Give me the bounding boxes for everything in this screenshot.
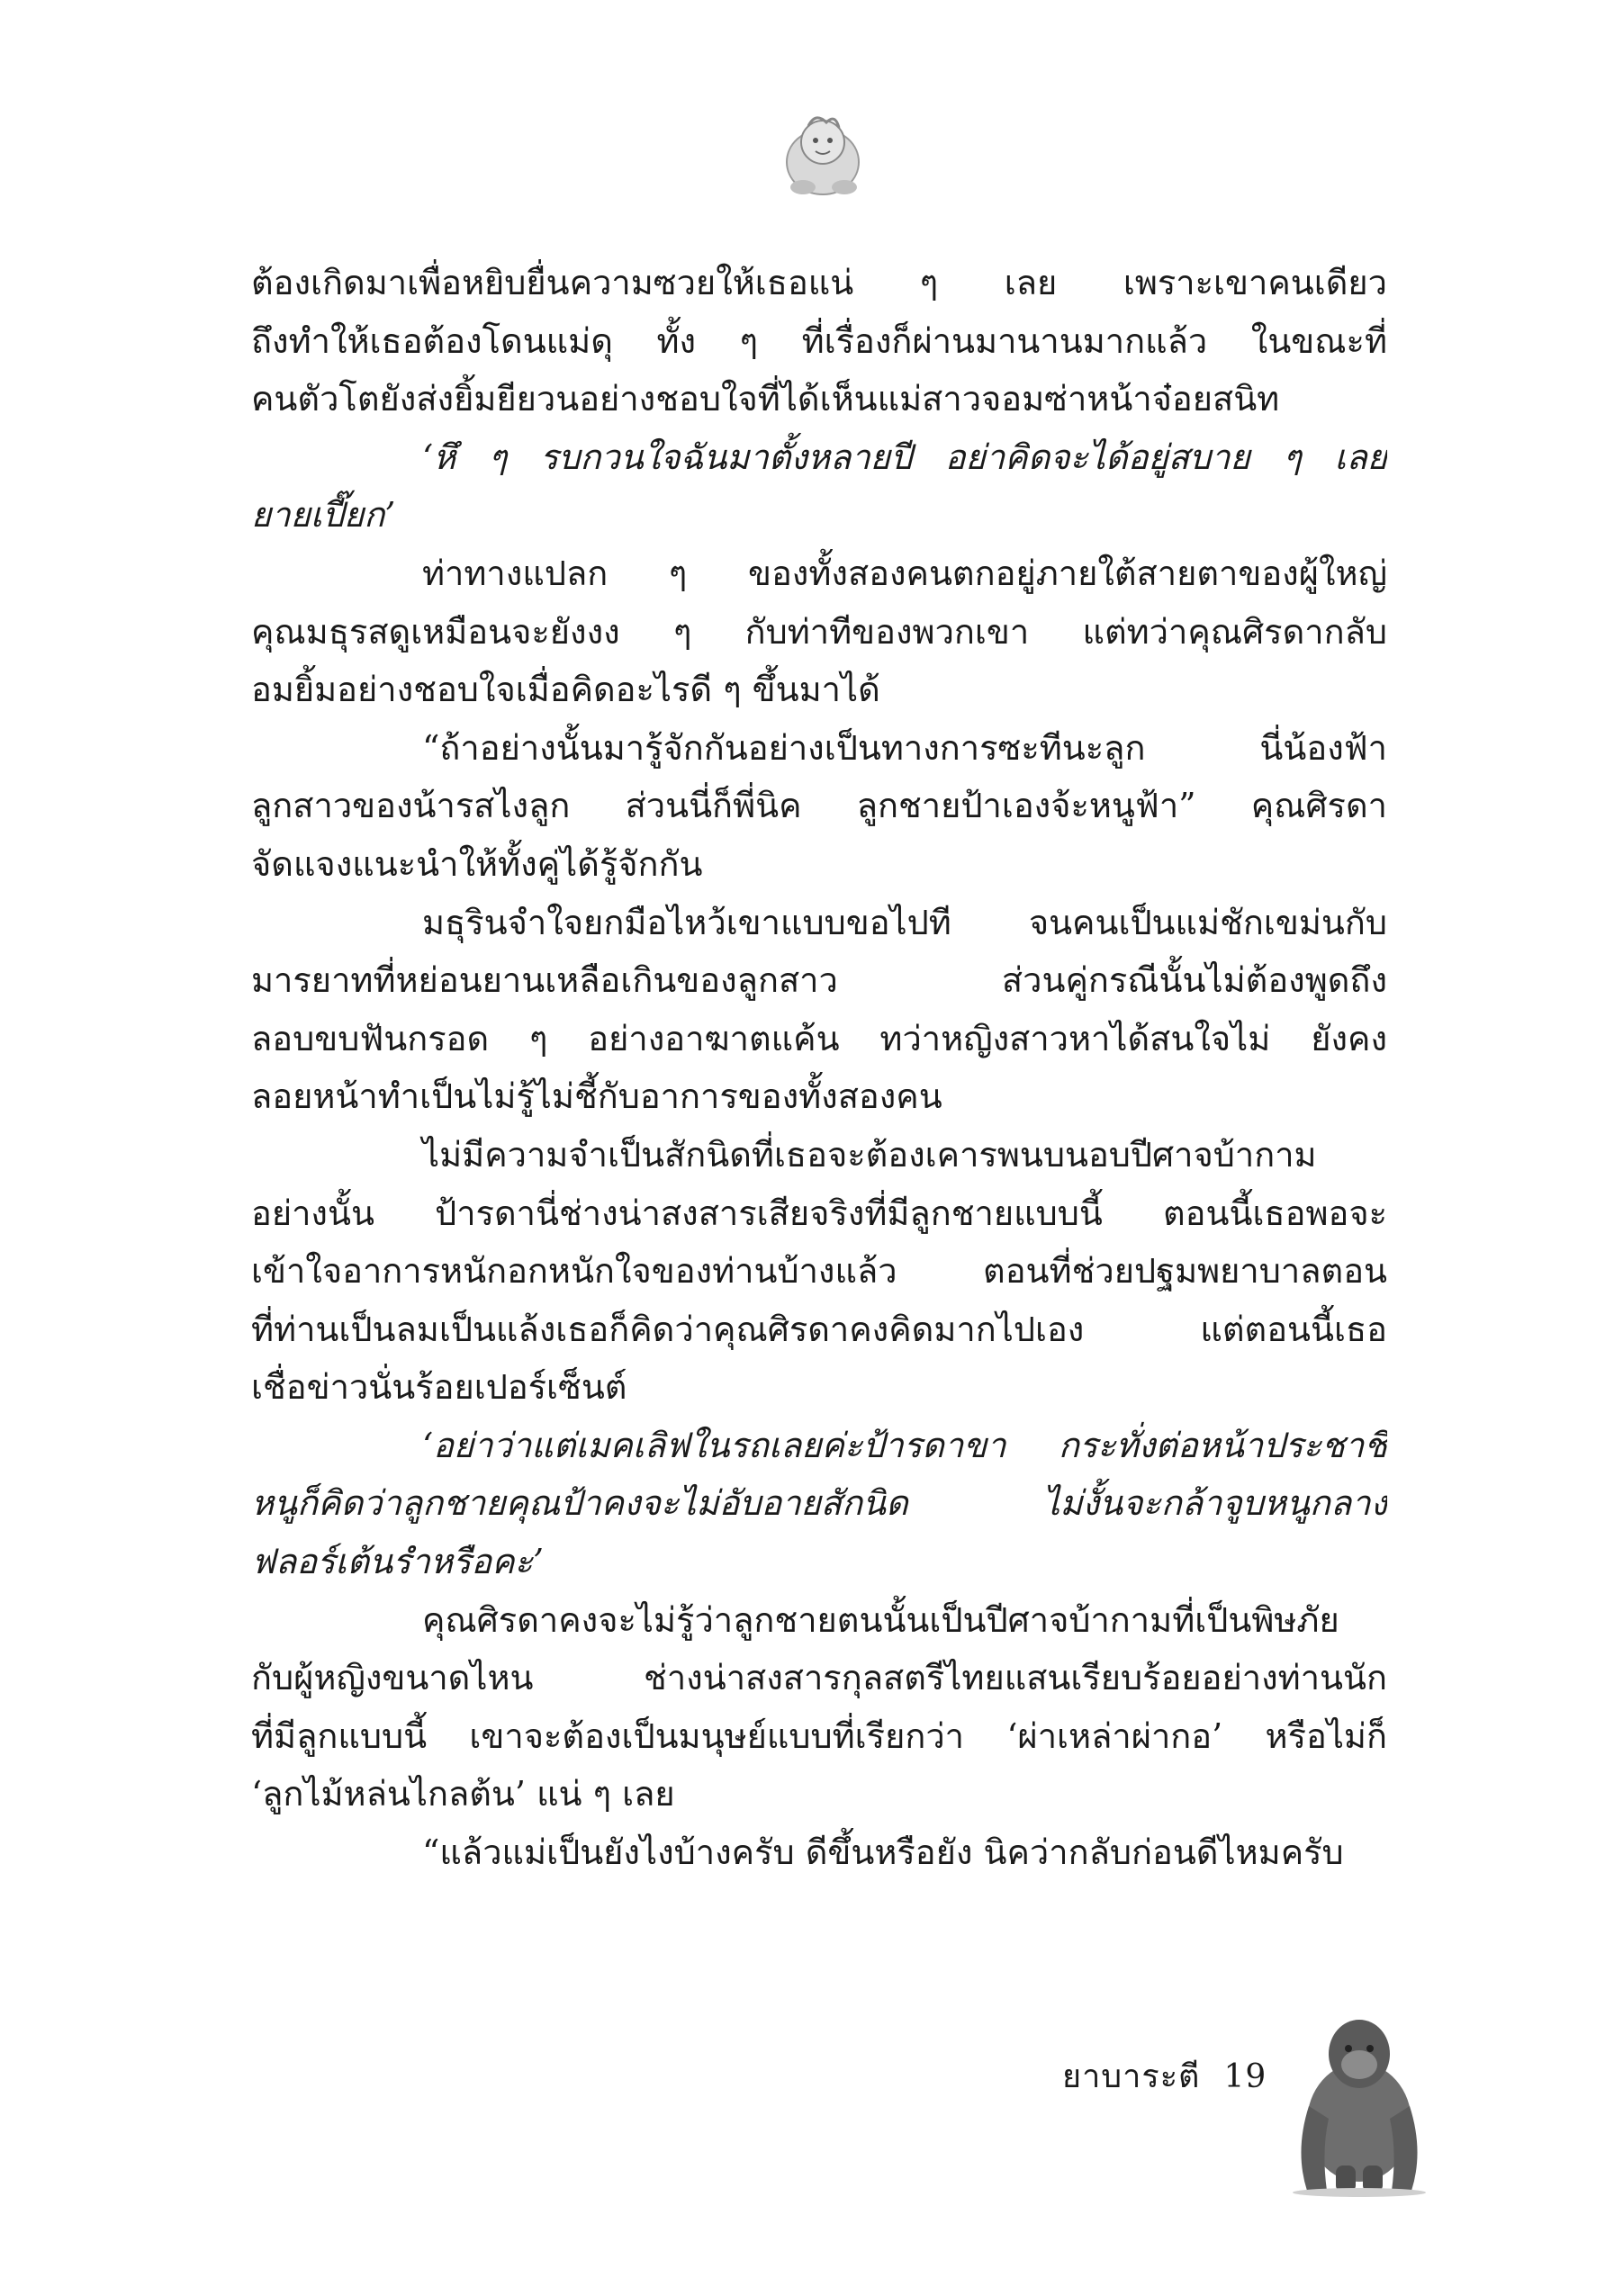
- paragraph: [251, 1591, 1387, 1823]
- text-line: ‘ลูกไม้หล่นไกลต้น’ แน่ ๆ เลย: [251, 1774, 675, 1814]
- text-line: ลูกสาวของน้ารสไงลูก ส่วนนี่ก็พี่นิค ลูกชายป้าเองจ้ะหนูฟ้า” คุณศิรดา: [251, 786, 1387, 826]
- cartoon-ornament-icon: [772, 106, 873, 205]
- paragraph: [251, 719, 1387, 894]
- text-line: ถึงทำให้เธอต้องโดนแม่ดุ ทั้ง ๆ ที่เรื่องก็ผ่านมานานมากแล้ว ในขณะที่: [251, 320, 1387, 361]
- paragraph: [251, 428, 1387, 545]
- paragraph: [251, 254, 1387, 428]
- paragraph: [251, 1417, 1387, 1591]
- text-line: จัดแจงแนะนำให้ทั้งคู่ได้รู้จักกัน: [251, 843, 703, 884]
- text-line: “แล้วแม่เป็นยังไงบ้างครับ ดีขึ้นหรือยัง นิคว่ากลับก่อนดีไหมครับ: [422, 1832, 1344, 1873]
- text-line: หนูก็คิดว่าลูกชายคุณป้าคงจะไม่อับอายสักนิด ไม่งั้นจะกล้าจูบหนูกลาง: [251, 1483, 1387, 1524]
- text-line: อมยิ้มอย่างชอบใจเมื่อคิดอะไรดี ๆ ขึ้นมาได้: [251, 670, 880, 710]
- text-line: คุณมธุรสดูเหมือนจะยังงง ๆ กับท่าทีของพวกเขา แต่ทว่าคุณศิรดากลับ: [251, 611, 1387, 652]
- text-line: คุณศิรดาคงจะไม่รู้ว่าลูกชายตนนั้นเป็นปีศาจบ้ากามที่เป็นพิษภัย: [422, 1599, 1339, 1640]
- text-line: ‘อย่าว่าแต่เมคเลิฟในรถเลยค่ะป้ารดาขา กระทั่งต่อหน้าประชาชี: [422, 1425, 1387, 1465]
- gorilla-icon: [1287, 2007, 1431, 2198]
- page-number: 19: [1223, 2058, 1267, 2095]
- text-line: “ถ้าอย่างนั้นมารู้จักกันอย่างเป็นทางการซะทีนะลูก นี่น้องฟ้า: [422, 727, 1387, 768]
- text-line: ที่ท่านเป็นลมเป็นแล้งเธอก็คิดว่าคุณศิรดาคงคิดมากไปเอง แต่ตอนนี้เธอ: [251, 1309, 1387, 1349]
- text-line: อย่างนั้น ป้ารดานี่ช่างน่าสงสารเสียจริงที่มีลูกชายแบบนี้ ตอนนี้เธอพอจะ: [251, 1193, 1387, 1233]
- text-line: ที่มีลูกแบบนี้ เขาจะต้องเป็นมนุษย์แบบที่เรียกว่า ‘ผ่าเหล่าผ่ากอ’ หรือไม่ก็: [251, 1715, 1387, 1756]
- text-line: มธุรินจำใจยกมือไหว้เขาแบบขอไปที จนคนเป็นแม่ชักเขม่นกับ: [422, 902, 1387, 942]
- text-line: ‘หึ ๆ รบกวนใจฉันมาตั้งหลายปี อย่าคิดจะได้อยู่สบาย ๆ เลย: [422, 437, 1387, 477]
- text-line: มารยาทที่หย่อนยานเหลือเกินของลูกสาว ส่วนคู่กรณีนั้นไม่ต้องพูดถึง: [251, 960, 1387, 1001]
- book-title: ยาบาระตี: [1062, 2058, 1201, 2095]
- text-line: กับผู้หญิงขนาดไหน ช่างน่าสงสารกุลสตรีไทยแสนเรียบร้อยอย่างท่านนัก: [251, 1658, 1387, 1698]
- paragraph: [251, 894, 1387, 1126]
- text-line: ลอบขบฟันกรอด ๆ อย่างอาฆาตแค้น ทว่าหญิงสาวหาได้สนใจไม่ ยังคง: [251, 1018, 1387, 1058]
- paragraph: [251, 545, 1387, 719]
- paragraph: [251, 1823, 1387, 1882]
- text-line: ยายเปี๊ยก’: [251, 495, 396, 536]
- text-line: ลอยหน้าทำเป็นไม่รู้ไม่ชี้กับอาการของทั้งสองคน: [251, 1076, 942, 1117]
- text-line: เข้าใจอาการหนักอกหนักใจของท่านบ้างแล้ว ตอนที่ช่วยปฐมพยาบาลตอน: [251, 1251, 1387, 1292]
- text-line: ไม่มีความจำเป็นสักนิดที่เธอจะต้องเคารพนบนอบปีศาจบ้ากาม: [422, 1134, 1317, 1175]
- running-footer: [1062, 2050, 1267, 2102]
- text-line: ฟลอร์เต้นรำหรือคะ’: [251, 1542, 545, 1582]
- text-line: เชื่อข่าวนั่นร้อยเปอร์เซ็นต์: [251, 1367, 627, 1408]
- paragraph: [251, 1126, 1387, 1417]
- text-line: ต้องเกิดมาเพื่อหยิบยื่นความซวยให้เธอแน่ ๆ เลย เพราะเขาคนเดียว: [251, 263, 1387, 302]
- page-body: [251, 254, 1387, 1882]
- text-line: ท่าทางแปลก ๆ ของทั้งสองคนตกอยู่ภายใต้สายตาของผู้ใหญ่: [422, 553, 1387, 593]
- text-line: คนตัวโตยังส่งยิ้มยียวนอย่างชอบใจที่ได้เห็นแม่สาวจอมซ่าหน้าจ๋อยสนิท: [251, 379, 1280, 419]
